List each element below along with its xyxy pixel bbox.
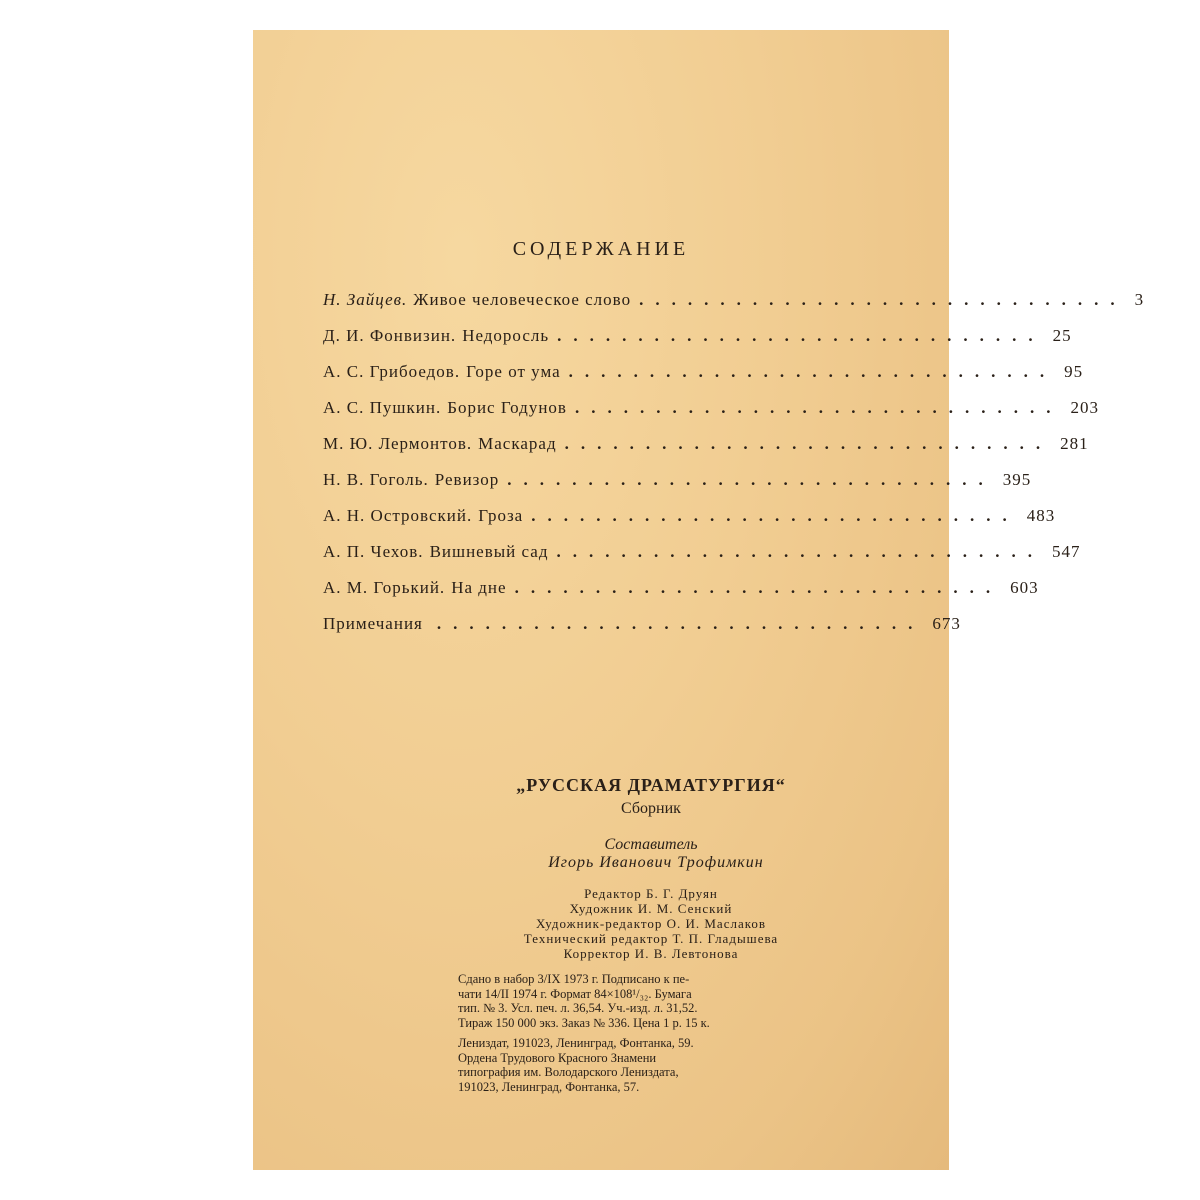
dot-leader: .............................. — [531, 506, 1019, 525]
toc-entry — [323, 326, 1072, 362]
toc-author: Н. В. Гоголь. — [323, 470, 429, 489]
toc-page-number: 25 — [1052, 326, 1072, 345]
toc-work: Маскарад — [478, 434, 557, 453]
toc-work: Ревизор — [434, 470, 500, 489]
dot-leader: .............................. — [564, 434, 1053, 453]
compiler-label: Составитель — [604, 836, 698, 853]
dot-leader: .............................. — [507, 470, 995, 489]
dot-leader: .............................. — [514, 578, 1003, 597]
toc-author: А. П. Чехов. — [323, 542, 424, 561]
toc-author: А. С. Пушкин. — [323, 398, 442, 417]
toc-page-number: 395 — [1002, 470, 1032, 489]
toc-author: Примечания — [323, 614, 423, 633]
toc-page-number: 95 — [1064, 362, 1084, 381]
toc-author: А. М. Горький. — [323, 578, 446, 597]
toc-page-number: 281 — [1060, 434, 1089, 453]
book-page — [253, 30, 1145, 1170]
toc-work: На дне — [451, 578, 507, 597]
publisher-line: типография им. Володарского Лениздата, — [458, 1065, 679, 1079]
toc-page-number: 3 — [1134, 290, 1145, 309]
publisher-line: Лениздат, 191023, Ленинград, Фонтанка, 59. — [458, 1036, 694, 1050]
credit-line: Художник-редактор О. И. Маслаков — [535, 916, 767, 931]
toc-entry — [323, 614, 961, 650]
publisher-line: Ордена Трудового Красного Знамени — [458, 1050, 657, 1065]
toc-page-number: 603 — [1010, 578, 1039, 597]
toc-author: М. Ю. Лермонтов. — [323, 434, 473, 453]
toc-entry — [323, 398, 1099, 434]
toc-author: А. Н. Островский. — [323, 506, 473, 525]
dot-leader: .............................. — [574, 398, 1063, 417]
print-info-line: тип. № 3. Усл. печ. л. 36,54. Уч.-изд. л. 31,52. — [458, 1001, 698, 1015]
toc-author: А. С. Грибоедов. — [323, 362, 461, 381]
credit-line: Технический редактор Т. П. Гладышева — [523, 931, 779, 946]
dot-leader: .............................. — [639, 290, 1127, 309]
toc-entry — [323, 506, 1056, 542]
print-info-line: чати 14/II 1974 г. Формат 84×108¹/₃₂. Бумага — [458, 986, 692, 1001]
print-info-line: Тираж 150 000 экз. Заказ № 336. Цена 1 р. 15 к. — [458, 1015, 710, 1030]
dot-leader: .............................. — [556, 542, 1044, 561]
dot-leader: .............................. — [568, 362, 1057, 381]
toc-work: Борис Годунов — [447, 398, 567, 417]
credit-line: Корректор И. В. Левтонова — [563, 946, 739, 961]
toc-work: Вишневый сад — [429, 542, 549, 561]
credits — [353, 886, 949, 961]
dot-leader: .............................. — [436, 614, 925, 633]
publisher-info — [458, 1036, 803, 1094]
toc-work: Горе от ума — [466, 362, 561, 381]
print-info-line: Сдано в набор 3/IX 1973 г. Подписано к пе- — [458, 972, 690, 986]
credit-line: Художник И. М. Сенский — [569, 901, 733, 916]
imprint — [458, 972, 803, 1100]
toc-entry — [323, 578, 1039, 614]
toc-entry — [323, 290, 1145, 326]
compiler-name: Игорь Иванович Трофимкин — [548, 854, 764, 871]
toc-title: СОДЕРЖАНИЕ — [512, 238, 690, 260]
toc-entry — [323, 362, 1084, 398]
colophon — [253, 775, 949, 961]
toc-entry — [323, 470, 1032, 506]
toc-work: Недоросль — [462, 326, 550, 345]
toc-entry — [323, 542, 1081, 578]
toc-page-number: 547 — [1051, 542, 1081, 561]
toc-page-number: 673 — [932, 614, 961, 633]
toc-author: Н. Зайцев. — [323, 290, 408, 309]
dot-leader: .............................. — [557, 326, 1045, 345]
book-title: „РУССКАЯ ДРАМАТУРГИЯ“ — [516, 775, 786, 795]
print-info — [458, 972, 803, 1030]
toc-page-number: 483 — [1026, 506, 1056, 525]
toc-author: Д. И. Фонвизин. — [323, 326, 457, 345]
toc-list — [323, 290, 1145, 650]
toc-work: Гроза — [478, 506, 524, 525]
book-type: Сборник — [621, 800, 681, 817]
publisher-line: 191023, Ленинград, Фонтанка, 57. — [458, 1079, 640, 1094]
toc-page-number: 203 — [1070, 398, 1099, 417]
toc-entry — [323, 434, 1089, 470]
toc-work: Живое человеческое слово — [413, 290, 632, 309]
credit-line: Редактор Б. Г. Друян — [584, 886, 718, 901]
